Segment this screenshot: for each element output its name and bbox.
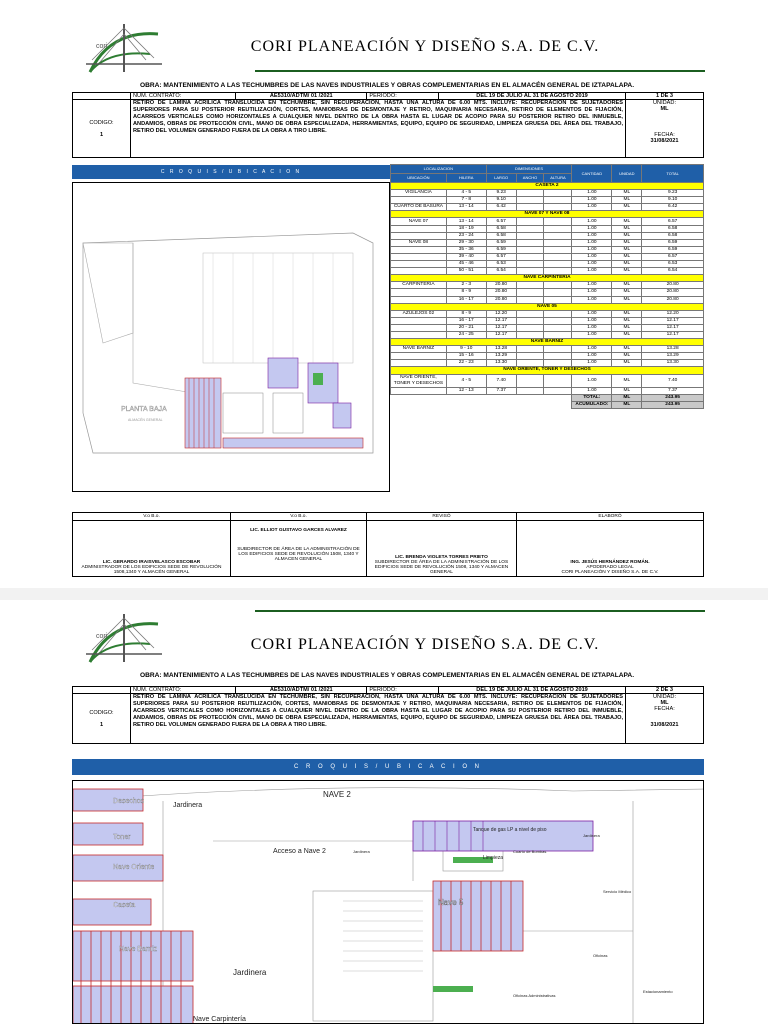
svg-text:Estacionamiento: Estacionamiento bbox=[643, 989, 673, 994]
group-header: NAVE 07 Y NAVE 08 bbox=[391, 211, 704, 218]
croquis-header: C R O Q U I S / U B I C A C I O N bbox=[72, 759, 704, 775]
cori-logo bbox=[80, 610, 166, 672]
table-row: 18 - 19 6.58 1.00 ML 6.58 bbox=[391, 225, 704, 232]
svg-text:Limpieza: Limpieza bbox=[483, 855, 504, 861]
group-header: CASETA 2 bbox=[391, 183, 704, 190]
svg-text:Jardinera: Jardinera bbox=[233, 968, 267, 977]
table-row: VIGILANCIA 4 - 5 9.23 1.00 ML 9.23 bbox=[391, 190, 704, 197]
table-row: 50 - 51 6.54 1.00 ML 6.54 bbox=[391, 268, 704, 275]
table-row: 45 - 46 6.53 1.00 ML 6.53 bbox=[391, 261, 704, 268]
company-name: CORI PLANEACIÓN Y DISEÑO S.A. DE C.V. bbox=[250, 636, 600, 653]
svg-text:Nave 5: Nave 5 bbox=[438, 898, 464, 907]
company-name: CORI PLANEACIÓN Y DISEÑO S.A. DE C.V. bbox=[250, 38, 600, 55]
svg-text:Servicio Médico: Servicio Médico bbox=[603, 889, 632, 894]
table-row: 15 - 16 13.29 1.00 ML 13.29 bbox=[391, 353, 704, 360]
table-row: CARPINTERIA 2 - 3 20.80 1.00 ML 20.80 bbox=[391, 282, 704, 289]
floor-plan-sketch bbox=[72, 780, 704, 1024]
svg-text:Jardinera: Jardinera bbox=[583, 833, 600, 838]
group-header: NAVE 05 bbox=[391, 303, 704, 310]
floor-plan-drawing bbox=[73, 183, 390, 492]
obra-title: OBRA: MANTENIMIENTO A LAS TECHUMBRES DE LAS NAVES INDUSTRIALES Y OBRAS COMPLEMENTARIAS EN EL ALMACÉN GENERAL DE IZTAPALAPA. bbox=[139, 82, 635, 89]
svg-text:Caseta: Caseta bbox=[113, 902, 136, 909]
svg-text:Jardinera: Jardinera bbox=[353, 849, 370, 854]
table-row: NAVE 08 29 - 30 6.59 1.00 ML 6.59 bbox=[391, 239, 704, 246]
svg-text:Nave Carpintería: Nave Carpintería bbox=[193, 1016, 246, 1023]
table-row: NAVE ORIENTE, TONER Y DESECHOS 4 - 5 7.40 1.00 ML 7.40 bbox=[391, 374, 704, 387]
table-row: 8 - 9 20.80 1.00 ML 20.80 bbox=[391, 289, 704, 296]
svg-text:cori: cori bbox=[96, 43, 108, 50]
signature-block: ING. JESÚS HERNÁNDEZ ROMÁN. APODERADO LEGAL CORI PLANEACIÓN Y DISEÑO S.A. DE C.V. bbox=[517, 521, 704, 577]
group-header: NAVE CARPINTERIA bbox=[391, 275, 704, 282]
contract-table: NUM. CONTRATO: AE5310/ADTM/ 01 /2021 PERIODO: DEL 19 DE JULIO AL 31 DE AGOSTO 2019 2 DE 3 CODIGO: 1 RETIRO DE LAMINA ACRILICA TRANSLUCIDA EN TECHUMBRE, SIN RECUPERACION, HASTA UNA ALTURA DE 6.00 MTS. INCLUYE: RECUPERACION DE SUJETADORES SUPERIORES PARA SU POSTERIOR REUTILIZACIÓN, CORTES, MANIOBRAS DE DESMONTAJE Y RETIRO, MAQUINARIA NECESARIA, RETIRO DE ELEMENTOS DE FIJACIÓN, ACARREOS VERTICALES COMO HORIZONTALES A CUALQUIER NIVEL DENTRO DE LA OBRA HASTA EL LUGAR DE ACOPIO PARA SU POSTERIOR RETIRO DEL INMUEBLE, ANDAMIOS, OBRAS DE PROTECCIÓN CIVIL, MANO DE OBRA ESPECIALIZADA, HERRAMIENTAS, EQUIPO, EQUIPO DE SEGURIDAD, LIMPIEZA GRUESA DEL ÁREA DEL TRABAJO, RETIRO DEL VOLUMEN GENERADO FUERA DE LA OBRA A TIRO LIBRE. UNIDAD: ML FECHA: 31/08/2021 bbox=[72, 686, 704, 744]
svg-text:Nave Barniz: Nave Barniz bbox=[119, 946, 158, 953]
svg-text:Tanque de gas LP a nivel de pi: Tanque de gas LP a nivel de piso bbox=[473, 827, 547, 833]
group-header: NAVE ORIENTE, TONER Y DESECHOS bbox=[391, 367, 704, 374]
page-number: 1 DE 3 bbox=[626, 93, 704, 100]
table-row: 7 - 8 9.10 1.00 ML 9.10 bbox=[391, 197, 704, 204]
svg-text:cori: cori bbox=[96, 633, 108, 640]
svg-text:Jardinera: Jardinera bbox=[173, 802, 203, 809]
svg-text:Acceso a Nave 2: Acceso a Nave 2 bbox=[273, 848, 326, 855]
obra-title: OBRA: MANTENIMIENTO A LAS TECHUMBRES DE LAS NAVES INDUSTRIALES Y OBRAS COMPLEMENTARIAS EN EL ALMACÉN GENERAL DE IZTAPALAPA. bbox=[139, 672, 635, 679]
signatures-table: V.o B.o. V.o B.o. REVISÓ ELABORÓ LIC. GERARDO IRAISVELASCO ESCOBAR ADMINISTRADOR DE LOS EDIFICIOS SEDE DE REVOLUCIÓN 1508,1340 Y ALMACÉN GENERAL LIC. ELLIOT GUSTAVO GARCES ALVAREZ SUBDIRECTOR DE ÁREA DE LA ADMINISTRACIÓN DE LOS EDIFICIOS SEDE DE REVOLUCIÓN 1508, 1340 Y ALMACEN GENERAL LIC. BRENDA VIOLETA TORRES PRIETO SUBDIRECTOR DE ÁREA DE LA ADMINISTRACIÓN DE LOS EDIFICIOS SEDE DE REVOLUCIÓN 1508, 1340 Y ALMACEN GENERAL ING. JESÚS HERNÁNDEZ ROMÁN. APODERADO LEGAL CORI PLANEACIÓN Y DISEÑO S.A. DE C.V. bbox=[72, 512, 704, 577]
table-row: 16 - 17 12.17 1.00 ML 12.17 bbox=[391, 317, 704, 324]
svg-text:Cuarto de Bombas: Cuarto de Bombas bbox=[513, 849, 547, 854]
table-row: 23 - 24 6.58 1.00 ML 6.58 bbox=[391, 232, 704, 239]
group-header: NAVE BARNIZ bbox=[391, 339, 704, 346]
signature-block: LIC. GERARDO IRAISVELASCO ESCOBAR ADMINISTRADOR DE LOS EDIFICIOS SEDE DE REVOLUCIÓN 1508,1340 Y ALMACÉN GENERAL bbox=[73, 521, 231, 577]
svg-text:NAVE 2: NAVE 2 bbox=[323, 790, 351, 799]
concept-description: RETIRO DE LAMINA ACRILICA TRANSLUCIDA EN TECHUMBRE, SIN RECUPERACION, HASTA UNA ALTURA DE 6.00 MTS. INCLUYE: RECUPERACION DE SUJETADORES SUPERIORES PARA SU POSTERIOR REUTILIZACIÓN, CORTES, MANIOBRAS DE DESMONTAJE Y RETIRO, MAQUINARIA NECESARIA, RETIRO DE ELEMENTOS DE FIJACIÓN, ACARREOS VERTICALES COMO HORIZONTALES A CUALQUIER NIVEL DENTRO DE LA OBRA HASTA EL LUGAR DE ACOPIO PARA SU POSTERIOR RETIRO DEL INMUEBLE, ANDAMIOS, OBRAS DE PROTECCIÓN CIVIL, MANO DE OBRA ESPECIALIZADA, HERRAMIENTAS, EQUIPO, EQUIPO DE SEGURIDAD, LIMPIEZA GRUESA DEL ÁREA DEL TRABAJO, RETIRO DEL VOLUMEN GENERADO FUERA DE LA OBRA A TIRO LIBRE. bbox=[131, 694, 626, 744]
table-row: CUARTO DE BASURA 13 - 14 6.42 1.00 ML 6.42 bbox=[391, 204, 704, 211]
table-row: 22 - 23 13.30 1.00 ML 13.30 bbox=[391, 360, 704, 367]
floor-plan-drawing bbox=[73, 781, 704, 1024]
svg-text:ALMACÉN GENERAL: ALMACÉN GENERAL bbox=[128, 418, 163, 422]
cori-logo bbox=[80, 20, 166, 82]
concept-description: RETIRO DE LAMINA ACRILICA TRANSLUCIDA EN TECHUMBRE, SIN RECUPERACION, HASTA UNA ALTURA DE 6.00 MTS. INCLUYE: RECUPERACION DE SUJETADORES SUPERIORES PARA SU POSTERIOR REUTILIZACIÓN, CORTES, MANIOBRAS DE DESMONTAJE Y RETIRO, MAQUINARIA NECESARIA, RETIRO DE ELEMENTOS DE FIJACIÓN, ACARREOS VERTICALES COMO HORIZONTALES A CUALQUIER NIVEL DENTRO DE LA OBRA HASTA EL LUGAR DE ACOPIO PARA SU POSTERIOR RETIRO DEL INMUEBLE, ANDAMIOS, OBRAS DE PROTECCIÓN CIVIL, MANO DE OBRA ESPECIALIZADA, HERRAMIENTAS, EQUIPO, EQUIPO DE SEGURIDAD, LIMPIEZA GRUESA DEL ÁREA DEL TRABAJO, RETIRO DEL VOLUMEN GENERADO FUERA DE LA OBRA A TIRO LIBRE. bbox=[131, 100, 626, 158]
page-number: 2 DE 3 bbox=[626, 687, 704, 694]
table-row: 16 - 17 20.80 1.00 ML 20.80 bbox=[391, 296, 704, 303]
accumulated-value: 243.95 bbox=[642, 401, 704, 408]
table-row: 24 - 25 12.17 1.00 ML 12.17 bbox=[391, 331, 704, 338]
page-2 bbox=[0, 600, 768, 1024]
svg-text:Oficinas: Oficinas bbox=[593, 953, 608, 958]
table-row: 20 - 21 12.17 1.00 ML 12.17 bbox=[391, 324, 704, 331]
svg-text:Oficinas Administrativas: Oficinas Administrativas bbox=[513, 993, 556, 998]
header-rule bbox=[255, 610, 705, 612]
table-row: 39 - 40 6.57 1.00 ML 6.57 bbox=[391, 253, 704, 260]
svg-text:PLANTA BAJA: PLANTA BAJA bbox=[121, 406, 167, 413]
quantities-table: LOCALIZACION DIMENSIONES CANTIDAD UNIDAD TOTAL UBICACIÓN HILERA LARGO ANCHO ALTURA CASETA 2 VIGILANCIA 4 - 5 9.23 1.00 ML 9.23 7 - 8 9.10 1.00 ML 9.10 CUARTO DE BASURA 13 - 14 6.42 1.00 ML 6.42 NAVE 07 Y NAVE 08 NAVE 07 13 - 14 6.57 1.00 ML 6.57 18 - 19 6.58 1.00 ML 6.58 23 - 24 6.58 1.00 ML 6.58 NAVE 08 29 - 30 6.59 1.00 ML 6.59 35 - 36 6.59 1.00 ML 6.59 39 - 40 6.57 1.00 ML 6.57 45 - 46 6.53 1.00 ML 6.53 50 - 51 6.54 1.00 ML 6.54 NAVE CARPINTERIA CARPINTERIA 2 - 3 20.80 1.00 ML 20.80 8 - 9 20.80 1.00 ML 20.80 16 - 17 20.80 1.00 ML 20.80 NAVE 05 AZULEJOS 02 8 - 9 12.20 1.00 ML 12.20 16 - 17 12.17 1.00 ML 12.17 20 - 21 12.17 1.00 ML 12.17 24 - 25 12.17 1.00 ML 12.17 NAVE BARNIZ NAVE BARNIZ 9 - 10 13.28 1.00 ML 13.28 15 - 16 13.29 1.00 ML 13.29 22 - 23 13.30 1.00 ML 13.30 NAVE ORIENTE, TONER Y DESECHOS NAVE ORIENTE, TONER Y DESECHOS 4 - 5 7.40 1.00 ML 7.40 12 - 13 7.37 1.00 ML 7.37 TOTAL: ML 243.95 ACUMULADO: ML 243.95 bbox=[390, 164, 704, 409]
table-row: NAVE 07 13 - 14 6.57 1.00 ML 6.57 bbox=[391, 218, 704, 225]
header-rule bbox=[255, 70, 705, 72]
table-row: 12 - 13 7.37 1.00 ML 7.37 bbox=[391, 387, 704, 394]
signature-block: LIC. ELLIOT GUSTAVO GARCES ALVAREZ SUBDIRECTOR DE ÁREA DE LA ADMINISTRACIÓN DE LOS EDIFICIOS SEDE DE REVOLUCIÓN 1508, 1340 Y ALMACEN GENERAL bbox=[231, 521, 367, 577]
table-row: 35 - 36 6.59 1.00 ML 6.59 bbox=[391, 246, 704, 253]
svg-text:Toner: Toner bbox=[113, 834, 131, 841]
table-row: NAVE BARNIZ 9 - 10 13.28 1.00 ML 13.28 bbox=[391, 346, 704, 353]
signature-block: LIC. BRENDA VIOLETA TORRES PRIETO SUBDIRECTOR DE ÁREA DE LA ADMINISTRACIÓN DE LOS EDIFICIOS SEDE DE REVOLUCIÓN 1508, 1340 Y ALMACEN GENERAL bbox=[367, 521, 517, 577]
croquis-header: C R O Q U I S / U B I C A C I O N bbox=[72, 165, 390, 179]
floor-plan-sketch bbox=[72, 182, 390, 492]
table-row: AZULEJOS 02 8 - 9 12.20 1.00 ML 12.20 bbox=[391, 310, 704, 317]
total-value: 243.95 bbox=[642, 394, 704, 401]
svg-text:Nave Oriente: Nave Oriente bbox=[113, 864, 155, 871]
contract-table: NUM. CONTRATO: AE5310/ADTM/ 01 /2021 PERIODO: DEL 19 DE JULIO AL 31 DE AGOSTO 2019 1 DE 3 CODIGO: 1 RETIRO DE LAMINA ACRILICA TRANSLUCIDA EN TECHUMBRE, SIN RECUPERACION, HASTA UNA ALTURA DE 6.00 MTS. INCLUYE: RECUPERACION DE SUJETADORES SUPERIORES PARA SU POSTERIOR REUTILIZACIÓN, CORTES, MANIOBRAS DE DESMONTAJE Y RETIRO, MAQUINARIA NECESARIA, RETIRO DE ELEMENTOS DE FIJACIÓN, ACARREOS VERTICALES COMO HORIZONTALES A CUALQUIER NIVEL DENTRO DE LA OBRA HASTA EL LUGAR DE ACOPIO PARA SU POSTERIOR RETIRO DEL INMUEBLE, ANDAMIOS, OBRAS DE PROTECCIÓN CIVIL, MANO DE OBRA ESPECIALIZADA, HERRAMIENTAS, EQUIPO, EQUIPO DE SEGURIDAD, LIMPIEZA GRUESA DEL ÁREA DEL TRABAJO, RETIRO DEL VOLUMEN GENERADO FUERA DE LA OBRA A TIRO LIBRE. UNIDAD: ML FECHA: 31/08/2021 bbox=[72, 92, 704, 158]
svg-text:Desechos: Desechos bbox=[113, 798, 145, 805]
